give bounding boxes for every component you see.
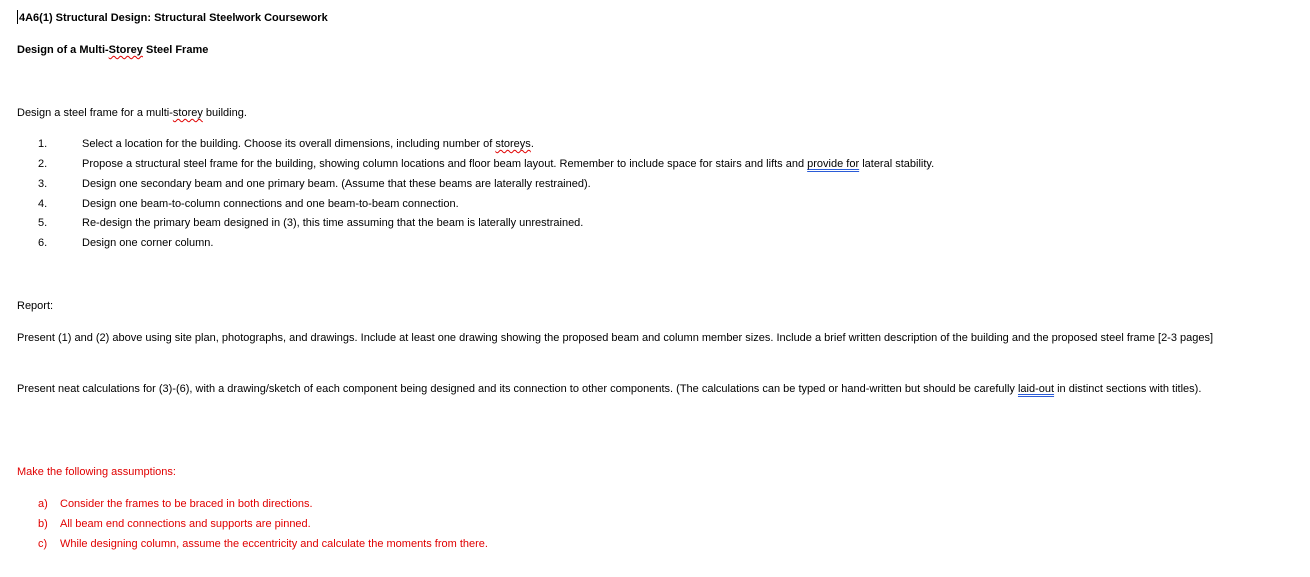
list-item-text: Consider the frames to be braced in both directions.	[60, 498, 313, 510]
report-paragraph-2: Present neat calculations for (3)-(6), with a drawing/sketch of each component being designed and its connection to other components. (The calculations can be typed or hand-written but should be carefully laid-out in distinct sections with titles).	[17, 383, 1202, 395]
list-letter: b)	[38, 518, 48, 530]
list-item-text: All beam end connections and supports are pinned.	[60, 518, 311, 530]
intro-text-start: Design a steel frame for a multi-	[17, 107, 173, 119]
list-item-text: While designing column, assume the eccentricity and calculate the moments from there.	[60, 538, 488, 550]
intro-text-end: building.	[202, 107, 247, 119]
intro-sentence	[17, 106, 247, 120]
list-item-text: Design one beam-to-column connections and one beam-to-beam connection.	[82, 198, 459, 210]
list-item-text: Design one corner column.	[82, 237, 214, 249]
list-number: 1.	[38, 138, 48, 150]
list-letter: c)	[38, 538, 48, 550]
subtitle-text-start: Design of a Multi-	[17, 44, 109, 56]
spelling-flagged-word[interactable]: Storey	[108, 44, 143, 56]
list-item-text: Re-design the primary beam designed in (3), this time assuming that the beam is laterally unrestrained.	[82, 217, 584, 229]
list-item-text: Select a location for the building. Choose its overall dimensions, including number of storeys.	[82, 138, 534, 150]
text-cursor	[17, 10, 18, 24]
list-item-text: Propose a structural steel frame for the building, showing column locations and floor beam layout. Remember to include space for stairs and lifts and provide for lateral stability.	[82, 158, 935, 170]
assumptions-heading: Make the following assumptions:	[17, 466, 176, 478]
subtitle-text-end: Steel Frame	[142, 44, 209, 56]
report-paragraph-1: Present (1) and (2) above using site plan, photographs, and drawings. Include at least one drawing showing the proposed beam and column member sizes. Include a brief written description of the building and the proposed steel frame [2-3 pages]	[17, 332, 1214, 344]
list-item-text: Design one secondary beam and one primary beam. (Assume that these beams are laterally restrained).	[82, 178, 591, 190]
spelling-flagged-word[interactable]: storeys	[495, 138, 531, 150]
list-number: 5.	[38, 217, 48, 229]
list-number: 3.	[38, 178, 48, 190]
list-number: 2.	[38, 158, 48, 170]
list-number: 6.	[38, 237, 48, 249]
list-letter: a)	[38, 498, 48, 510]
grammar-flagged-phrase[interactable]: provide for	[807, 158, 860, 170]
grammar-flagged-phrase[interactable]: laid-out	[1017, 383, 1055, 395]
list-number: 4.	[38, 198, 48, 210]
report-heading: Report:	[17, 300, 54, 312]
spelling-flagged-word[interactable]: storey	[172, 107, 203, 119]
document-title: 4A6(1) Structural Design: Structural Steelwork Coursework	[19, 12, 328, 24]
document-subtitle	[17, 43, 208, 57]
